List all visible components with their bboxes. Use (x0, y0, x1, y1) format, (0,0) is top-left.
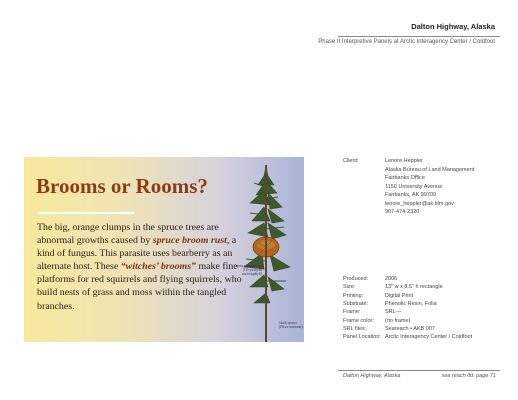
client-line: lenore_heppler@ak.blm.gov (385, 200, 454, 207)
client-line: 907-474-2320 (385, 209, 420, 215)
client-line: Fairbanks, AK 99709 (385, 192, 437, 198)
panel-body-text: make fine platforms for red squirrels and flying squirrels, who build nests of grass and moss within the tangled branches. (37, 261, 242, 312)
spec-label: Frame: (343, 309, 361, 316)
spec-label: Size: (343, 284, 356, 291)
spec-value: Phenolic Resin, Folia (385, 300, 437, 307)
client-line: Fairbanks Office (385, 175, 425, 181)
panel-body-text: , a kind of fungus. This parasite uses bearberry as an alternate host. These (37, 235, 237, 273)
panel-body (37, 221, 242, 313)
panel-title-rule (38, 212, 134, 214)
spec-value: 2006 (385, 276, 398, 282)
footer-right: sea reach ltd. page 71 (441, 373, 496, 379)
spec-value: Seareach • AKB 007 (385, 325, 435, 332)
client-line: Lenore Heppler (385, 158, 423, 164)
spruce-tree-illustration (220, 163, 304, 342)
header-title: Dalton Highway, Alaska (411, 22, 495, 31)
panel-body-highlight: “witches’ brooms” (120, 261, 196, 273)
panel-body-text: The big, orange clumps in the spruce trees are abnormal growths caused by (37, 222, 219, 247)
panel-body-highlight: spruce broom rust (152, 235, 227, 247)
spec-label: Printing: (343, 292, 364, 299)
spec-label: Frame color: (343, 317, 374, 324)
spec-value: (no frame) (385, 317, 411, 324)
spec-value: 13" w x 8.5" h rectangle (385, 284, 443, 291)
footer-rule (338, 370, 500, 371)
header-rule (338, 36, 500, 37)
header-subtitle: Phase II Interpretive Panels at Arctic Interagency Center / Coldfoot (318, 39, 495, 45)
spec-value: SRL— (385, 309, 402, 316)
spec-value: Digital Print (385, 292, 414, 299)
spec-value: Arctic Interagency Center / Coldfoot (385, 334, 473, 341)
spec-label: SRL files: (343, 325, 367, 332)
client-label: Client: (343, 158, 359, 164)
footer-left: Dalton Highway, Alaska (343, 373, 401, 379)
panel-title: Brooms or Rooms? (36, 174, 208, 198)
client-line: 1150 University Avenue (385, 183, 443, 190)
spec-label: Produced: (343, 276, 369, 282)
spec-label: Substrate: (343, 300, 369, 307)
interpretive-panel (24, 157, 304, 342)
caption-broom-rust: spruce broom rust (Chrysomyxa arctostaphyli) (235, 264, 262, 277)
client-line: Alaska Bureau of Land Management (385, 166, 475, 173)
spec-label: Panel Location: (343, 334, 381, 341)
caption-black-spruce: black spruce (Picea mariana) (279, 321, 303, 330)
